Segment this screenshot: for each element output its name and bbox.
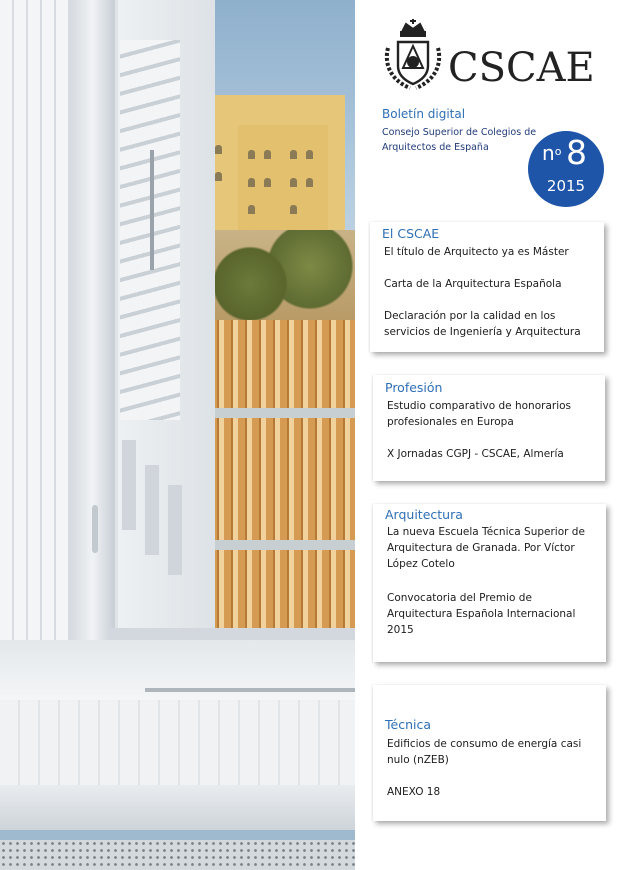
photo-facade-panel <box>122 440 136 530</box>
issue-badge <box>528 131 604 207</box>
article-link[interactable]: Edificios de consumo de energía casi nulo (nZEB) <box>387 738 582 766</box>
section-title: Arquitectura <box>385 507 463 522</box>
cscae-emblem-icon <box>380 18 446 96</box>
photo-window <box>264 178 271 187</box>
photo-facade-panel <box>168 485 182 575</box>
photo-window <box>306 150 313 159</box>
section-card-profesion <box>373 375 605 481</box>
issue-year: 2015 <box>546 177 586 195</box>
section-title: El CSCAE <box>382 226 440 241</box>
photo-window <box>264 150 271 159</box>
article-link[interactable]: ANEXO 18 <box>387 786 441 798</box>
photo-slat-band <box>210 408 355 418</box>
photo-gutter <box>150 150 154 270</box>
photo-window-bottom-frame <box>110 628 355 640</box>
photo-rail <box>145 688 355 692</box>
issue-number: 8 <box>566 133 587 172</box>
section-title: Profesión <box>385 380 443 395</box>
photo-lower-wall <box>0 700 355 790</box>
photo-window <box>248 178 255 187</box>
article-link[interactable]: Declaración por la calidad en los servicios de Ingeniería y Arquitectura <box>384 310 581 338</box>
photo-facade-panel <box>145 465 159 555</box>
photo-wooden-slats <box>210 320 355 640</box>
article-link[interactable]: Estudio comparativo de honorarios profesionales en Europa <box>387 400 572 428</box>
photo-window-handle <box>92 505 98 553</box>
photo-window <box>290 178 297 187</box>
photo-vent-grille <box>0 840 355 870</box>
photo-window <box>306 178 313 187</box>
logo-text: CSCAE <box>448 45 595 91</box>
bulletin-subtitle: Consejo Superior de Colegios de Arquitectos de España <box>382 127 537 153</box>
article-link[interactable]: El título de Arquitecto ya es Máster <box>384 246 569 258</box>
photo-window-frame <box>70 0 115 690</box>
photo-window <box>248 205 255 214</box>
issue-prefix: $n^o$ <box>542 141 562 165</box>
bulletin-title: Boletín digital <box>382 107 466 121</box>
photo-shutter-panels <box>0 0 70 680</box>
article-link[interactable]: Carta de la Arquitectura Española <box>384 278 562 290</box>
photo-window <box>215 172 222 181</box>
photo-ledge <box>0 785 355 830</box>
section-title: Técnica <box>385 717 432 732</box>
photo-slat-band <box>210 540 355 550</box>
photo-window <box>248 150 255 159</box>
photo-window <box>215 145 222 154</box>
photo-window <box>290 150 297 159</box>
article-link[interactable]: Convocatoria del Premio de Arquitectura Española Internacional 2015 <box>387 592 576 636</box>
article-link[interactable]: X Jornadas CGPJ - CSCAE, Almería <box>387 448 564 460</box>
article-link[interactable]: La nueva Escuela Técnica Superior de Arquitectura de Granada. Por Víctor López Cotelo <box>387 526 585 570</box>
photo-trees <box>205 230 355 320</box>
photo-window <box>290 205 297 214</box>
section-card-cscae <box>370 222 604 352</box>
section-card-arquitectura <box>373 504 606 662</box>
section-card-tecnica <box>373 685 606 821</box>
